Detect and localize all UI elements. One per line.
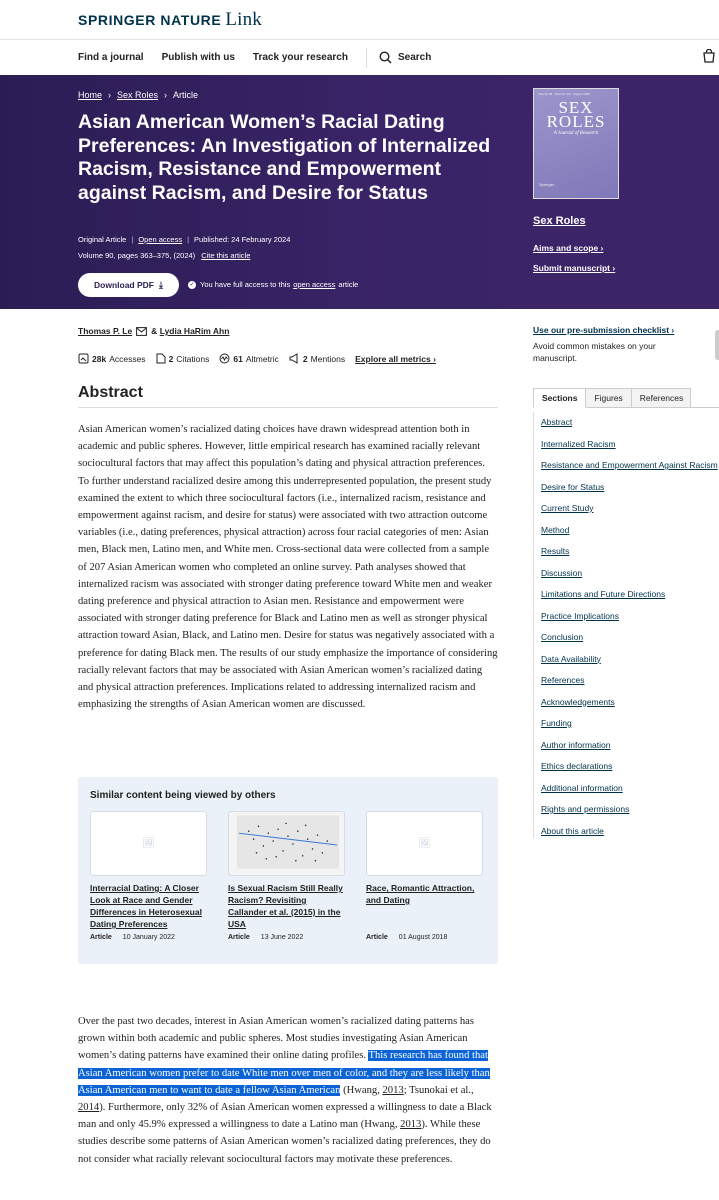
card-thumbnail xyxy=(366,811,483,876)
section-link[interactable]: Author information xyxy=(541,739,611,750)
tab-references[interactable]: References xyxy=(631,388,691,407)
volume-meta xyxy=(78,251,250,260)
tab-figures[interactable]: Figures xyxy=(585,388,631,407)
mentions-metric: 2 Mentions xyxy=(289,353,345,364)
card-meta: Article 01 August 2018 xyxy=(366,934,448,941)
intro-paragraph: Over the past two decades, interest in Asian American women’s racialized dating patterns has grown within both academic and public spheres. Most studies investigating Asian American women’s dating patterns have examined their online dating profiles. This research has found that Asian American women prefer to date White men over men of color, and they are less likely than Asian American men to want to date a fellow Asian American (Hwang, 2013; Tsunokai et al., 2014). Furthermore, only 32% of Asian American women expressed a willingness to date a Black man and only 45.9% expressed a willingness to date a Latino man (Hwang, 2013). While these studies describe some patterns of Asian American women’s racialized dating preferences, they do not consider what racially relevant sociocultural factors may motivate these preferences. xyxy=(78,1016,492,1165)
author-list xyxy=(78,326,229,336)
divider: | xyxy=(187,235,190,244)
cover-title: SEX ROLES xyxy=(546,98,606,131)
section-link[interactable]: Results xyxy=(541,546,570,556)
section-link[interactable]: About this article xyxy=(541,825,604,836)
altmetric-metric: 61 Altmetric xyxy=(219,353,279,364)
journal-name-link[interactable]: Sex Roles xyxy=(533,215,586,227)
card-title[interactable]: Is Sexual Racism Still Really Racism? Revisiting Callander et al. (2015) in the USA xyxy=(228,883,343,929)
article-type: Original Article xyxy=(78,235,127,244)
image-placeholder-icon: 🖼 xyxy=(418,838,431,849)
section-link[interactable]: Acknowledgements xyxy=(541,696,615,707)
section-link[interactable]: Limitations and Future Directions xyxy=(541,589,666,599)
submit-manuscript-link[interactable]: Submit manuscript › xyxy=(533,263,616,273)
journal-cover[interactable] xyxy=(533,88,619,199)
abstract-heading: Abstract xyxy=(78,384,143,401)
section-link[interactable]: Current Study xyxy=(541,503,594,513)
reference-link[interactable]: 2014 xyxy=(78,1102,100,1114)
volume-info: Volume 90, pages 363–375, (2024) xyxy=(78,251,196,260)
section-link[interactable]: Discussion xyxy=(541,567,583,578)
springer-nature-link-logo[interactable] xyxy=(78,9,262,31)
similar-content-panel xyxy=(78,777,498,964)
reference-link[interactable]: 2013 xyxy=(382,1084,404,1096)
chevron-right-icon: › xyxy=(108,90,112,100)
section-link[interactable]: Resistance and Empowerment Against Racism xyxy=(541,460,718,470)
accesses-metric: 28k Accesses xyxy=(78,353,146,364)
section-link[interactable]: References xyxy=(541,675,585,685)
logo-brand: SPRINGER NATURE xyxy=(78,11,222,28)
article-metrics xyxy=(78,353,436,364)
altmetric-icon xyxy=(219,353,230,364)
selected-text[interactable]: This research has found that Asian American women prefer to date White men over men of color, and they are less likely than Asian American men to want to date a fellow Asian American xyxy=(78,1050,490,1096)
accesses-icon xyxy=(78,353,89,364)
section-link[interactable]: Practice Implications xyxy=(541,610,619,621)
author-separator: & xyxy=(151,326,158,336)
open-access-link[interactable]: Open access xyxy=(138,235,183,244)
cover-publisher: Springer xyxy=(539,182,555,187)
search-label: Search xyxy=(397,52,432,63)
section-link[interactable]: Internalized Racism xyxy=(541,438,616,449)
author-link[interactable]: Thomas P. Le xyxy=(78,326,133,336)
section-link[interactable]: Abstract xyxy=(541,417,573,427)
access-text: You have full access to this xyxy=(200,280,291,289)
section-link[interactable]: Funding xyxy=(541,718,572,728)
download-pdf-button[interactable] xyxy=(78,273,179,297)
search-icon xyxy=(379,51,392,64)
nav-find-journal[interactable]: Find a journal xyxy=(78,52,144,63)
author-link[interactable]: Lydia HaRim Ahn xyxy=(159,326,230,336)
tab-sections[interactable]: Sections xyxy=(533,388,586,408)
article-hero xyxy=(0,75,719,309)
card-title[interactable]: Interracial Dating: A Closer Look at Race and Gender Differences in Heterosexual Dating Preferences xyxy=(90,883,202,929)
download-icon: ⤓ xyxy=(159,279,163,290)
breadcrumb-home[interactable]: Home xyxy=(78,90,103,100)
access-text-end: article xyxy=(338,280,359,289)
similar-card[interactable] xyxy=(228,811,345,941)
card-thumbnail xyxy=(90,811,207,876)
nav-publish[interactable]: Publish with us xyxy=(161,52,235,63)
section-link[interactable]: Data Availability xyxy=(541,653,601,664)
nav-track-research[interactable]: Track your research xyxy=(252,52,348,63)
citations-metric: 2 Citations xyxy=(156,353,210,364)
logo-link-word: Link xyxy=(225,8,262,30)
card-title[interactable]: Race, Romantic Attraction, and Dating xyxy=(366,883,475,905)
section-link[interactable]: Rights and permissions xyxy=(541,804,630,814)
section-nav-list xyxy=(541,416,719,846)
section-link[interactable]: Conclusion xyxy=(541,632,584,642)
reference-link[interactable]: 2013 xyxy=(400,1119,422,1131)
open-access-inline-link[interactable]: open access xyxy=(293,280,336,289)
megaphone-icon xyxy=(289,353,300,364)
search-button[interactable] xyxy=(366,48,431,68)
card-meta: Article 13 June 2022 xyxy=(228,934,304,941)
section-link[interactable]: Desire for Status xyxy=(541,481,605,492)
checklist-description: Avoid common mistakes on your manuscript. xyxy=(533,341,656,363)
sidebar-tabs xyxy=(533,388,719,408)
check-circle-icon: ✓ xyxy=(189,282,195,288)
published-date: Published: 24 February 2024 xyxy=(194,235,291,244)
section-link[interactable]: Additional information xyxy=(541,782,623,793)
divider xyxy=(533,412,534,838)
breadcrumb xyxy=(78,90,198,100)
cover-subtitle: A Journal of Research xyxy=(553,131,599,136)
abstract-text: Asian American women’s racialized dating choices have drawn widespread attention both in academic and public spheres. However, little empirical research has examined racially relevant sociocultural factors that may affect this population’s dating and physical attraction preferences. To further understand racialized desire among this underrepresented population, the present study examined the extent to which three sociocultural factors (i.e., internalized racism, resistance and empowerment against racism, and desire for status) were associated with two attraction outcome variables (i.e., dating preferences, physical attraction) across four racial categories of men: Asian men, Black men, Latino men, and White men. Cross-sectional data were collected from a sample of 207 Asian American women who completed an online survey. Path analyses showed that internalized racism was associated with stronger dating preference toward White men and weaker dating preference and physical attraction to Asian men. Resistance and empowerment were associated with stronger dating preference for Black and Latino men as well as stronger physical attraction toward Asian, Black, and Latino men. Desire for status was negatively associated with a preference for dating Black men. The results of our study emphasize the importance of considering racially relevant factors that may be associated with Asian American women’s racialized dating and physical attraction preferences. Implications related to addressing internalized racism and emphasizing the strengths of Asian American women are discussed. xyxy=(78,424,498,711)
article-meta xyxy=(78,235,290,244)
section-link[interactable]: Method xyxy=(541,524,570,535)
explore-metrics-link[interactable]: Explore all metrics › xyxy=(355,353,436,364)
cart-icon[interactable] xyxy=(703,49,715,63)
cite-link[interactable]: Cite this article xyxy=(201,251,251,260)
divider: | xyxy=(131,235,134,244)
image-placeholder-icon: 🖼 xyxy=(142,838,155,849)
main-nav xyxy=(0,40,719,75)
download-pdf-label: Download PDF xyxy=(94,280,154,290)
scatter-plot-thumbnail xyxy=(229,811,344,876)
mail-icon[interactable] xyxy=(136,327,147,336)
similar-heading: Similar content being viewed by others xyxy=(90,790,276,801)
pre-submission-checklist-link[interactable]: Use our pre-submission checklist › xyxy=(533,325,675,335)
logo-bar xyxy=(0,0,719,40)
similar-card[interactable] xyxy=(366,811,483,941)
aims-scope-link[interactable]: Aims and scope › xyxy=(533,243,604,253)
access-notice xyxy=(188,280,358,289)
cover-volume: Volume 83 · Number 3/4 · August 2020 xyxy=(538,92,590,96)
similar-card[interactable] xyxy=(90,811,207,941)
feedback-side-tab[interactable] xyxy=(715,330,719,360)
breadcrumb-journal[interactable]: Sex Roles xyxy=(117,90,159,100)
divider xyxy=(78,407,498,408)
section-link[interactable]: Ethics declarations xyxy=(541,761,613,771)
chevron-right-icon: › xyxy=(164,90,168,100)
article-title: Asian American Women’s Racial Dating Preferences: An Investigation of Internalized Racism, Resistance and Empowerment against Racism, and Desire for Status xyxy=(78,111,491,204)
card-meta: Article 10 January 2022 xyxy=(90,934,175,941)
card-thumbnail xyxy=(228,811,345,876)
breadcrumb-article: Article xyxy=(173,90,199,100)
citations-icon xyxy=(156,353,166,364)
